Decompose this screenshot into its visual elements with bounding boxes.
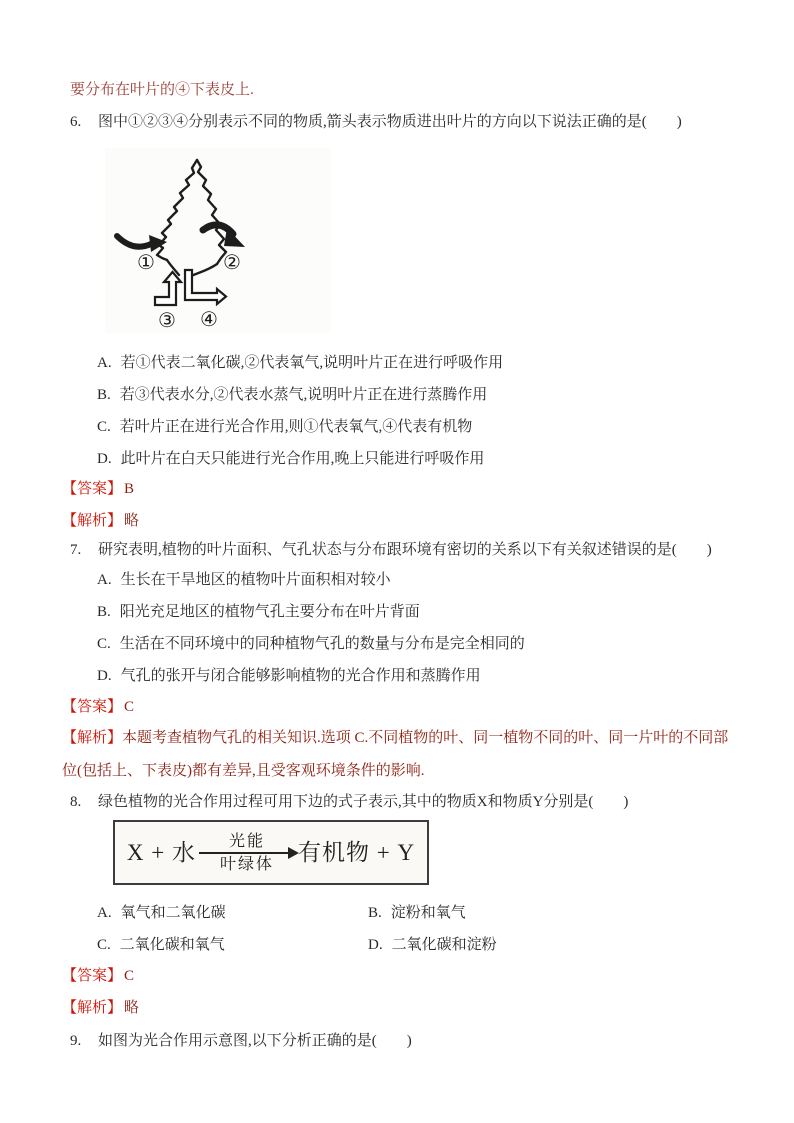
question-7-option-d bbox=[97, 666, 481, 686]
reaction-arrow-icon bbox=[199, 852, 295, 854]
answer-marker: 【答案】 bbox=[62, 481, 123, 497]
question-6-option-c bbox=[97, 417, 472, 437]
formula-product: 有机物 + Y bbox=[298, 839, 416, 865]
question-7-number: 7. bbox=[70, 542, 82, 558]
question-6-option-b bbox=[97, 385, 487, 405]
answer-value: C bbox=[124, 968, 135, 984]
option-label: A. bbox=[97, 572, 112, 588]
option-label: C. bbox=[97, 419, 111, 435]
question-9-number: 9. bbox=[70, 1033, 82, 1049]
question-9-stem-row bbox=[70, 1031, 412, 1051]
question-6-analysis-line bbox=[62, 511, 139, 531]
formula-arrow-stack bbox=[199, 832, 295, 874]
photosynthesis-formula-figure bbox=[113, 820, 429, 885]
question-7-option-b bbox=[97, 602, 420, 622]
figure-label-3: ③ bbox=[158, 310, 176, 332]
question-9-stem: 如图为光合作用示意图,以下分析正确的是( ) bbox=[98, 1033, 412, 1049]
option-label: B. bbox=[368, 905, 382, 921]
option-label: C. bbox=[97, 636, 111, 652]
question-8-stem-row bbox=[70, 792, 628, 812]
question-7-stem-row bbox=[70, 540, 712, 560]
question-7-option-c bbox=[97, 634, 525, 654]
question-7-stem: 研究表明,植物的叶片面积、气孔状态与分布跟环境有密切的关系以下有关叙述错误的是( ) bbox=[98, 542, 712, 558]
option-text: 若③代表水分,②代表水蒸气,说明叶片正在进行蒸腾作用 bbox=[119, 387, 488, 403]
option-label: B. bbox=[97, 387, 111, 403]
option-text: 二氧化碳和淀粉 bbox=[391, 937, 497, 953]
analysis-marker: 【解析】 bbox=[62, 730, 123, 746]
analysis-marker: 【解析】 bbox=[62, 513, 123, 529]
question-6-option-a bbox=[97, 353, 503, 373]
question-8-option-d bbox=[368, 935, 497, 955]
question-6-answer-line bbox=[62, 479, 134, 499]
arrow-4-block bbox=[185, 270, 226, 304]
question-8-answer-line bbox=[62, 966, 134, 986]
question-6-option-d bbox=[97, 449, 484, 469]
question-8-analysis-line bbox=[62, 998, 139, 1018]
answer-marker: 【答案】 bbox=[62, 968, 123, 984]
question-8-number: 8. bbox=[70, 794, 82, 810]
option-label: C. bbox=[97, 937, 111, 953]
arrow-1-curve bbox=[117, 236, 151, 247]
option-text: 淀粉和氧气 bbox=[390, 905, 466, 921]
question-8-option-b bbox=[368, 903, 466, 923]
formula-reactant: X + 水 bbox=[126, 839, 196, 865]
petiole-right-line bbox=[189, 264, 217, 277]
figure-label-2: ② bbox=[223, 252, 241, 274]
question-8-option-a bbox=[97, 903, 226, 923]
analysis-value: 本题考查植物气孔的相关知识.选项 C.不同植物的叶、同一植物不同的叶、同一片叶的不同部位(包括上、下表皮)都有差异,且受客观环境条件的影响. bbox=[62, 730, 729, 779]
answer-marker: 【答案】 bbox=[62, 699, 123, 715]
option-text: 气孔的张开与闭合能够影响植物的光合作用和蒸腾作用 bbox=[120, 668, 481, 684]
option-label: B. bbox=[97, 604, 111, 620]
option-text: 若叶片正在进行光合作用,则①代表氧气,④代表有机物 bbox=[119, 419, 473, 435]
option-label: D. bbox=[97, 451, 112, 467]
option-text: 生长在干旱地区的植物叶片面积相对较小 bbox=[120, 572, 391, 588]
option-label: A. bbox=[97, 355, 112, 371]
option-label: A. bbox=[97, 905, 112, 921]
question-8-stem: 绿色植物的光合作用过程可用下边的式子表示,其中的物质X和物质Y分别是( ) bbox=[98, 794, 629, 810]
answer-value: B bbox=[124, 481, 135, 497]
option-text: 生活在不同环境中的同种植物气孔的数量与分布是完全相同的 bbox=[119, 636, 525, 652]
leaf-outline-right bbox=[197, 160, 226, 264]
option-text: 二氧化碳和氧气 bbox=[119, 937, 225, 953]
formula-condition-bottom: 叶绿体 bbox=[219, 855, 274, 873]
option-label: D. bbox=[368, 937, 383, 953]
question-7-option-a bbox=[97, 570, 391, 590]
question-6-stem-row bbox=[70, 112, 682, 132]
option-text: 若①代表二氧化碳,②代表氧气,说明叶片正在进行呼吸作用 bbox=[120, 355, 504, 371]
option-text: 氧气和二氧化碳 bbox=[120, 905, 226, 921]
intro-continuation-line: 要分布在叶片的④下表皮上. bbox=[70, 82, 254, 98]
formula-condition-top: 光能 bbox=[228, 832, 265, 850]
analysis-marker: 【解析】 bbox=[62, 1000, 123, 1016]
question-6-number: 6. bbox=[70, 114, 82, 130]
leaf-outline-left bbox=[157, 160, 197, 260]
figure-label-4: ④ bbox=[200, 309, 218, 331]
option-text: 阳光充足地区的植物气孔主要分布在叶片背面 bbox=[119, 604, 420, 620]
figure-label-1: ① bbox=[137, 252, 155, 274]
question-8-option-c bbox=[97, 935, 225, 955]
question-6-stem: 图中①②③④分别表示不同的物质,箭头表示物质进出叶片的方向以下说法正确的是( ) bbox=[98, 114, 682, 130]
option-label: D. bbox=[97, 668, 112, 684]
answer-value: C bbox=[124, 699, 135, 715]
analysis-value: 略 bbox=[124, 1000, 140, 1016]
option-text: 此叶片在白天只能进行光合作用,晚上只能进行呼吸作用 bbox=[120, 451, 485, 467]
analysis-value: 略 bbox=[124, 513, 140, 529]
leaf-gas-exchange-figure bbox=[105, 148, 330, 333]
arrow-3-block bbox=[155, 272, 181, 305]
question-7-analysis-block bbox=[62, 722, 730, 788]
question-7-answer-line bbox=[62, 697, 134, 717]
